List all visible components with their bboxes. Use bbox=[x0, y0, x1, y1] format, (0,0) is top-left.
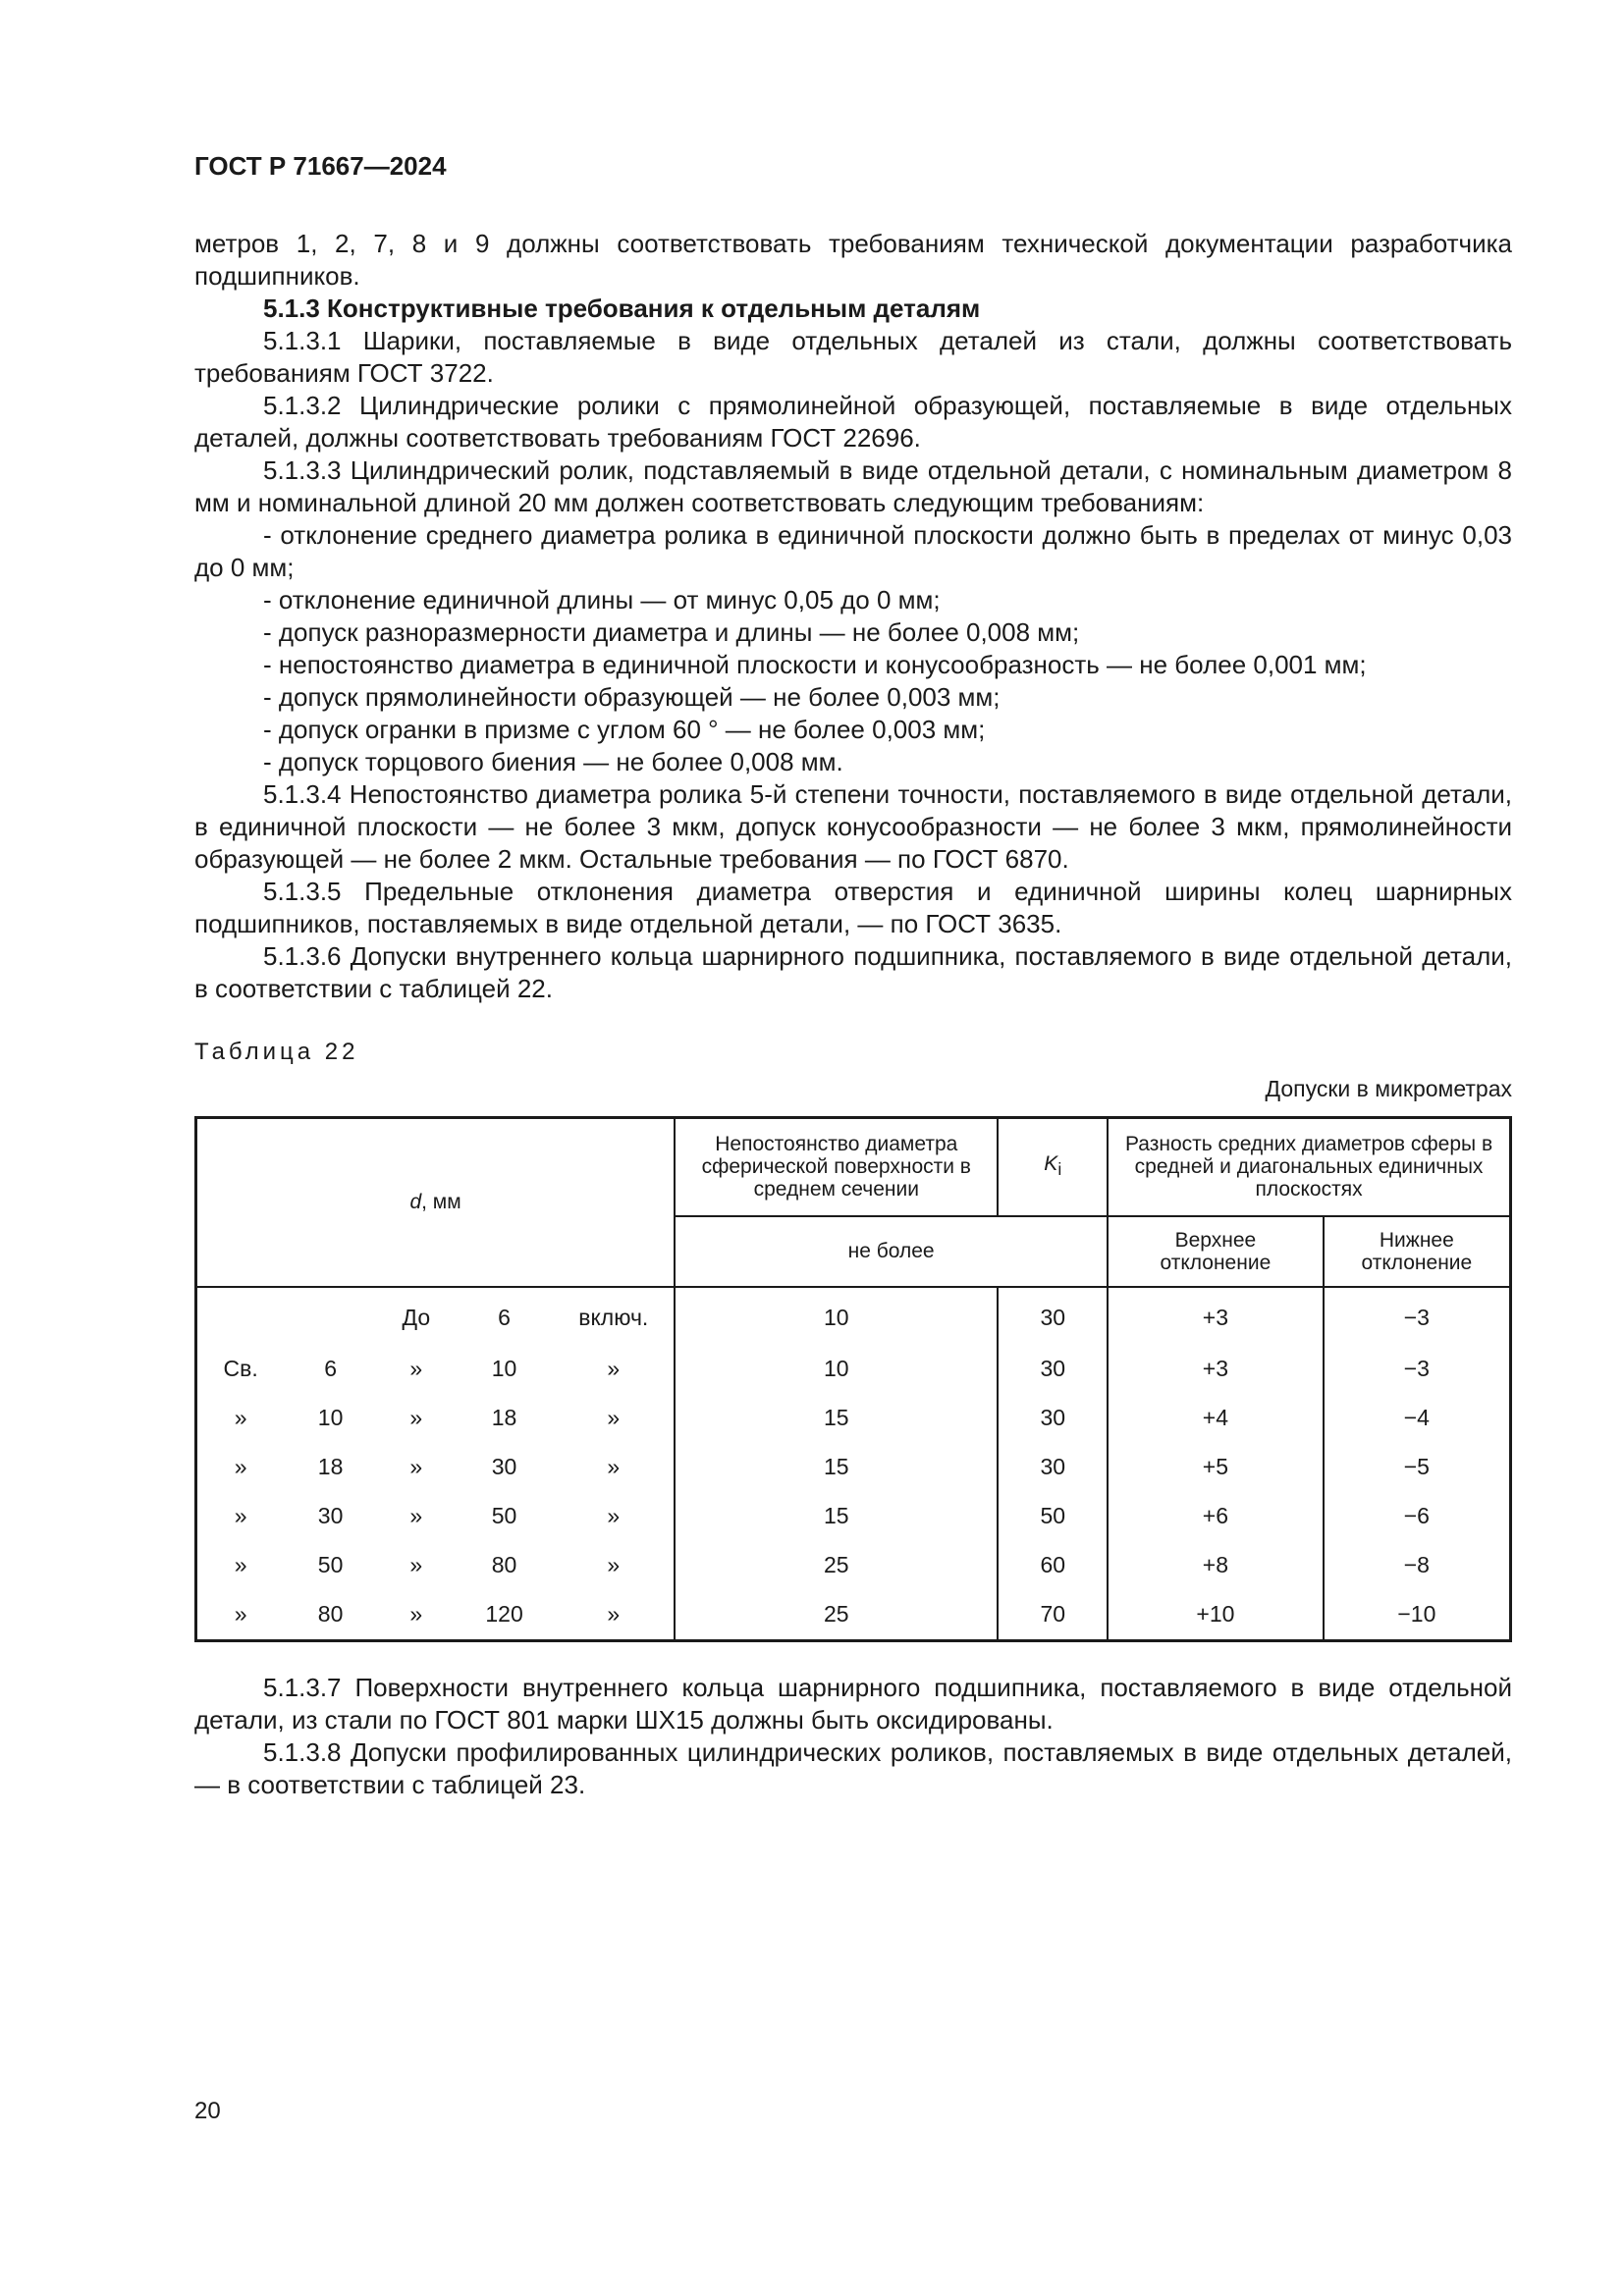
table-row bbox=[196, 1287, 1511, 1345]
range-from: 6 bbox=[324, 1356, 337, 1381]
list-item: - отклонение среднего диаметра ролика в единичной плоскости должно быть в пределах от минус 0,03 до 0 мм; bbox=[194, 520, 1512, 582]
document-header: ГОСТ Р 71667—2024 bbox=[194, 151, 447, 181]
lower-deviation: −3 bbox=[1324, 1287, 1511, 1345]
table-row bbox=[196, 1394, 1511, 1443]
upper-deviation: +4 bbox=[1108, 1394, 1324, 1443]
range-suffix: включ. bbox=[553, 1287, 675, 1345]
paragraph: 5.1.3.2 Цилиндрические ролики с прямолинейной образующей, поставляемые в виде отдельных деталей, должны соответствовать требованиям ГОСТ 22696. bbox=[194, 391, 1512, 453]
k-value: 30 bbox=[998, 1287, 1108, 1345]
range-suffix: » bbox=[553, 1541, 675, 1590]
paragraph: 5.1.3.3 Цилиндрический ролик, подставляемый в виде отдельной детали, с номинальным диаметром 8 мм и номинальной длиной 20 мм должен соответствовать следующим требованиям: bbox=[194, 455, 1512, 517]
range-prefix: » bbox=[196, 1590, 285, 1641]
lower-deviation: −10 bbox=[1324, 1590, 1511, 1641]
header-d bbox=[196, 1118, 676, 1287]
range-from: 50 bbox=[317, 1552, 344, 1577]
nonconstancy-value: 15 bbox=[675, 1394, 998, 1443]
body-text-lower bbox=[194, 1672, 1512, 1801]
list-item: - непостоянство диаметра в единичной плоскости и конусообразность — не более 0,001 мм; bbox=[263, 650, 1367, 679]
header-d-symbol: d bbox=[409, 1191, 422, 1214]
lower-deviation: −6 bbox=[1324, 1492, 1511, 1541]
k-value: 50 bbox=[998, 1492, 1108, 1541]
nonconstancy-value: 10 bbox=[675, 1345, 998, 1394]
nonconstancy-value: 15 bbox=[675, 1492, 998, 1541]
range-suffix: » bbox=[553, 1492, 675, 1541]
list-item: - допуск прямолинейности образующей — не более 0,003 мм; bbox=[263, 682, 1001, 712]
paragraph: 5.1.3.4 Непостоянство диаметра ролика 5-й степени точности, поставляемого в виде отдельной детали, в единичной плоскости — не более 3 мкм, допуск конусообразности — не более 3 мкм, прямолинейности образующей — не более 2 мкм. Остальные требования — по ГОСТ 6870. bbox=[194, 779, 1512, 874]
table-caption: Таблица 22 bbox=[194, 1039, 359, 1065]
range-suffix: » bbox=[553, 1443, 675, 1492]
range-prefix: » bbox=[196, 1492, 285, 1541]
table-row bbox=[196, 1345, 1511, 1394]
range-suffix: » bbox=[553, 1590, 675, 1641]
paragraph: 5.1.3.8 Допуски профилированных цилиндрических роликов, поставляемых в виде отдельных деталей, — в соответствии с таблицей 23. bbox=[194, 1737, 1512, 1799]
header-k-symbol: K bbox=[1044, 1152, 1058, 1176]
range-to: 6 bbox=[498, 1305, 511, 1330]
paragraph: 5.1.3.6 Допуски внутреннего кольца шарнирного подшипника, поставляемого в виде отдельной детали, в соответствии с таблицей 22. bbox=[194, 941, 1512, 1003]
section-heading: 5.1.3 Конструктивные требования к отдельным деталям bbox=[263, 294, 981, 323]
list-item: - допуск огранки в призме с углом 60 ° — не более 0,003 мм; bbox=[263, 715, 986, 744]
paragraph: 5.1.3.7 Поверхности внутреннего кольца шарнирного подшипника, поставляемого в виде отдельной детали, из стали по ГОСТ 801 марки ШХ15 должны быть оксидированы. bbox=[194, 1673, 1512, 1735]
paragraph: метров 1, 2, 7, 8 и 9 должны соответствовать требованиям технической документации разработчика подшипников. bbox=[194, 229, 1512, 291]
paragraph: 5.1.3.5 Предельные отклонения диаметра отверстия и единичной ширины колец шарнирных подшипников, поставляемых в виде отдельной детали, — по ГОСТ 3635. bbox=[194, 877, 1512, 938]
header-not-more: не более bbox=[675, 1216, 1108, 1287]
header-upper: Верхнее отклонение bbox=[1108, 1216, 1324, 1287]
range-suffix: » bbox=[553, 1394, 675, 1443]
list-item: - допуск разноразмерности диаметра и длины — не более 0,008 мм; bbox=[263, 617, 1080, 647]
lower-deviation: −5 bbox=[1324, 1443, 1511, 1492]
range-to: 30 bbox=[491, 1454, 517, 1479]
lower-deviation: −8 bbox=[1324, 1541, 1511, 1590]
upper-deviation: +5 bbox=[1108, 1443, 1324, 1492]
range-to: 18 bbox=[491, 1405, 517, 1430]
range-to-prefix: » bbox=[409, 1552, 423, 1577]
page-number: 20 bbox=[194, 2098, 221, 2124]
list-item: - допуск торцового биения — не более 0,008 мм. bbox=[263, 747, 843, 776]
header-k bbox=[998, 1118, 1108, 1216]
table-row bbox=[196, 1590, 1511, 1641]
nonconstancy-value: 15 bbox=[675, 1443, 998, 1492]
k-value: 30 bbox=[998, 1443, 1108, 1492]
tolerance-table bbox=[194, 1116, 1512, 1642]
lower-deviation: −3 bbox=[1324, 1345, 1511, 1394]
range-to: 10 bbox=[491, 1356, 517, 1381]
range-from: 80 bbox=[317, 1601, 344, 1627]
table-units-note: Допуски в микрометрах bbox=[1265, 1076, 1512, 1101]
range-to: 50 bbox=[491, 1503, 517, 1528]
header-nonconstancy: Непостоянство диаметра сферической поверхности в среднем сечении bbox=[675, 1118, 998, 1216]
k-value: 70 bbox=[998, 1590, 1108, 1641]
range-to-prefix: До bbox=[402, 1305, 431, 1330]
header-diameter-difference: Разность средних диаметров сферы в средней и диагональных единичных плоскостях bbox=[1108, 1118, 1510, 1216]
upper-deviation: +10 bbox=[1108, 1590, 1324, 1641]
range-prefix: » bbox=[196, 1443, 285, 1492]
range-prefix bbox=[196, 1287, 285, 1345]
range-to-prefix: » bbox=[409, 1405, 423, 1430]
range-to-prefix: » bbox=[409, 1503, 423, 1528]
range-prefix: » bbox=[196, 1394, 285, 1443]
k-value: 30 bbox=[998, 1345, 1108, 1394]
header-k-subscript: i bbox=[1057, 1159, 1062, 1180]
range-to: 120 bbox=[485, 1601, 523, 1627]
body-text-upper bbox=[194, 228, 1512, 1005]
range-to-prefix: » bbox=[409, 1356, 423, 1381]
table-row bbox=[196, 1541, 1511, 1590]
paragraph: 5.1.3.1 Шарики, поставляемые в виде отдельных деталей из стали, должны соответствовать требованиям ГОСТ 3722. bbox=[194, 326, 1512, 388]
upper-deviation: +3 bbox=[1108, 1287, 1324, 1345]
upper-deviation: +3 bbox=[1108, 1345, 1324, 1394]
range-from: 30 bbox=[317, 1503, 344, 1528]
range-from bbox=[284, 1287, 377, 1345]
table-row bbox=[196, 1492, 1511, 1541]
nonconstancy-value: 25 bbox=[675, 1541, 998, 1590]
range-to-prefix: » bbox=[409, 1601, 423, 1627]
range-prefix: Св. bbox=[196, 1345, 285, 1394]
range-to: 80 bbox=[491, 1552, 517, 1577]
range-to-prefix: » bbox=[409, 1454, 423, 1479]
range-from: 10 bbox=[317, 1405, 344, 1430]
upper-deviation: +6 bbox=[1108, 1492, 1324, 1541]
table-row bbox=[196, 1443, 1511, 1492]
header-d-unit: , мм bbox=[421, 1191, 461, 1214]
range-prefix: » bbox=[196, 1541, 285, 1590]
k-value: 30 bbox=[998, 1394, 1108, 1443]
header-lower: Нижнее отклонение bbox=[1324, 1216, 1511, 1287]
nonconstancy-value: 10 bbox=[675, 1287, 998, 1345]
range-from: 18 bbox=[317, 1454, 344, 1479]
k-value: 60 bbox=[998, 1541, 1108, 1590]
list-item: - отклонение единичной длины — от минус 0,05 до 0 мм; bbox=[263, 585, 941, 614]
range-suffix: » bbox=[553, 1345, 675, 1394]
nonconstancy-value: 25 bbox=[675, 1590, 998, 1641]
upper-deviation: +8 bbox=[1108, 1541, 1324, 1590]
lower-deviation: −4 bbox=[1324, 1394, 1511, 1443]
